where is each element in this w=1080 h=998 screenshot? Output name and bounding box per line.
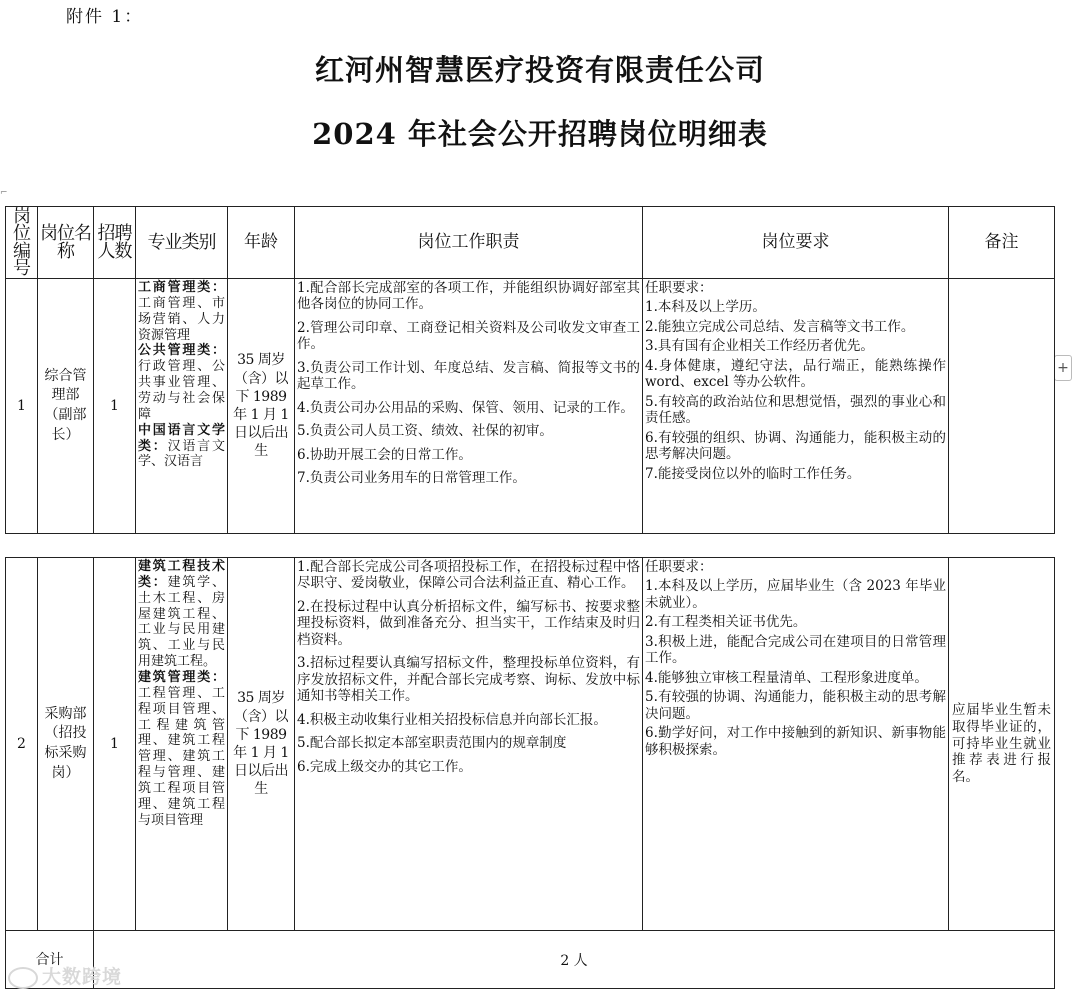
table-row [6, 558, 1055, 931]
attachment-label: 附件 1： [66, 7, 144, 27]
requirement-item: 3.具有国有企业相关工作经历者优先。 [645, 338, 874, 355]
duty-item: 4.积极主动收集行业相关招投标信息并向部长汇报。 [297, 711, 607, 728]
requirement-item: 1.本科及以上学历。 [645, 299, 766, 316]
duty-item: 3.负责公司工作计划、年度总结、发言稿、简报等文书的起草工作。 [297, 359, 640, 393]
requirement-item: 2.能独立完成公司总结、发言稿等文书工作。 [645, 318, 915, 335]
header-position-name: 岗位名称 [38, 207, 94, 279]
job-duties [295, 279, 643, 534]
major-group-label: 建筑工程技术类： [138, 559, 225, 590]
job-requirements [643, 279, 949, 534]
duty-item: 1.配合部长完成部室的各项工作，并能组织协调好部室其他各岗位的协同工作。 [297, 280, 640, 313]
requirement-item: 1.本科及以上学历，应届毕业生（含 2023 年毕业未就业）。 [645, 578, 946, 611]
age-requirement: 35 周岁（含）以下 1989 年 1 月 1 日以后出生 [228, 558, 295, 931]
document-title-table: 2024 年社会公开招聘岗位明细表 [312, 117, 768, 151]
header-position-no: 岗位编号 [6, 207, 38, 279]
remarks [949, 279, 1055, 534]
duty-item: 4.负责公司办公用品的采购、保管、领用、记录的工作。 [297, 399, 634, 416]
requirement-item: 任职要求： [645, 559, 713, 575]
job-requirements [643, 558, 949, 931]
watermark-text: 大数跨境 [42, 966, 123, 988]
header-age: 年龄 [228, 207, 295, 279]
major-categories [136, 279, 228, 534]
duty-item: 5.负责公司人员工资、绩效、社保的初审。 [297, 423, 553, 440]
requirement-item: 6.有较强的组织、协调、沟通能力，能积极主动的思考解决问题。 [645, 429, 946, 463]
major-categories [136, 558, 228, 931]
duty-item: 2.管理公司印章、工商登记相关资料及公司收发文审查工作。 [297, 319, 640, 353]
requirement-item: 任职要求： [645, 280, 713, 296]
duty-item: 7.负责公司业务用车的日常管理工作。 [297, 470, 526, 487]
header-remarks: 备注 [949, 207, 1055, 279]
major-group-label: 中国语言文学类： [138, 422, 225, 454]
age-requirement: 35 周岁（含）以下 1989 年 1 月 1 日以后出生 [228, 279, 295, 534]
requirement-item: 7.能接受岗位以外的临时工作任务。 [645, 465, 861, 482]
duty-item: 2.在投标过程中认真分析招标文件，编写标书、按要求整理投标资料，做到准备充分、担当实干，工作结束及时归档资料。 [297, 598, 640, 648]
duty-item: 6.完成上级交办的其它工作。 [297, 758, 472, 775]
major-group-text: 行政管理、公共事业管理、劳动与社会保障 [138, 359, 225, 422]
total-value: 2 人 [94, 931, 1055, 989]
document-title-company: 红河州智慧医疗投资有限责任公司 [314, 53, 765, 87]
total-label: 合计 [6, 931, 94, 989]
table-header-row [6, 207, 1055, 279]
requirement-item: 6.勤学好问，对工作中接触到的新知识、新事物能够积极探索。 [645, 725, 946, 758]
requirement-item: 4.能够独立审核工程量清单、工程形象进度单。 [645, 669, 928, 686]
major-group-text: 汉语言文学、汉语言 [138, 438, 225, 470]
recruit-count: 1 [94, 558, 136, 931]
total-row [6, 931, 1055, 989]
major-group-text: 工程管理、工程项目管理、工程建筑管理、建筑工程管理、建筑工程与管理、建筑工程项目管理、建筑工程与项目管理 [138, 685, 225, 828]
table-move-handle-icon[interactable]: ⌐ [0, 188, 8, 198]
major-group-label: 公共管理类： [138, 343, 225, 359]
duty-item: 1.配合部长完成公司各项招投标工作，在招投标过程中恪尽职守、爱岗敬业，保障公司合法利益正直、精心工作。 [297, 559, 640, 592]
recruitment-table-part2 [5, 557, 1055, 989]
major-group-label: 建筑管理类： [138, 670, 225, 686]
major-group-text: 建筑学、土木工程、房屋建筑工程、工业与民用建筑、工业与民用建筑工程。 [138, 574, 225, 670]
major-group-text: 工商管理、市场营销、人力资源管理 [138, 295, 225, 343]
remarks: 应届毕业生暂未取得毕业证的，可持毕业生就业推荐表进行报名。 [949, 558, 1055, 931]
requirement-item: 4.身体健康，遵纪守法，品行端正，能熟练操作 word、excel 等办公软件。 [645, 357, 946, 391]
watermark-icon [8, 967, 38, 989]
header-major: 专业类别 [136, 207, 228, 279]
recruit-count: 1 [94, 279, 136, 534]
header-requirements: 岗位要求 [643, 207, 949, 279]
duty-item: 3.招标过程要认真编写招标文件，整理投标单位资料，有序发放招标文件，并配合部长完成考察、询标、发放中标通知书等相关工作。 [297, 655, 640, 705]
requirement-item: 5.有较强的协调、沟通能力，能积极主动的思考解决问题。 [645, 689, 946, 722]
position-no: 1 [6, 279, 38, 534]
header-count: 招聘人数 [94, 207, 136, 279]
major-group-label: 工商管理类： [138, 280, 225, 295]
recruitment-table-part1 [5, 206, 1055, 534]
job-duties [295, 558, 643, 931]
requirement-item: 3.积极上进，能配合完成公司在建项目的日常管理工作。 [645, 633, 946, 667]
watermark-logo [8, 962, 122, 989]
requirement-item: 2.有工程类相关证书优先。 [645, 614, 807, 631]
duty-item: 6.协助开展工会的日常工作。 [297, 446, 472, 463]
duty-item: 5.配合部长拟定本部室职责范围内的规章制度 [297, 735, 567, 752]
position-name: 采购部（招投标采购岗） [38, 558, 94, 931]
position-name: 综合管理部（副部长） [38, 279, 94, 534]
requirement-item: 5.有较高的政治站位和思想觉悟，强烈的事业心和责任感。 [645, 393, 946, 427]
add-column-button[interactable]: + [1054, 355, 1072, 381]
table-row [6, 279, 1055, 534]
position-no: 2 [6, 558, 38, 931]
header-duties: 岗位工作职责 [295, 207, 643, 279]
